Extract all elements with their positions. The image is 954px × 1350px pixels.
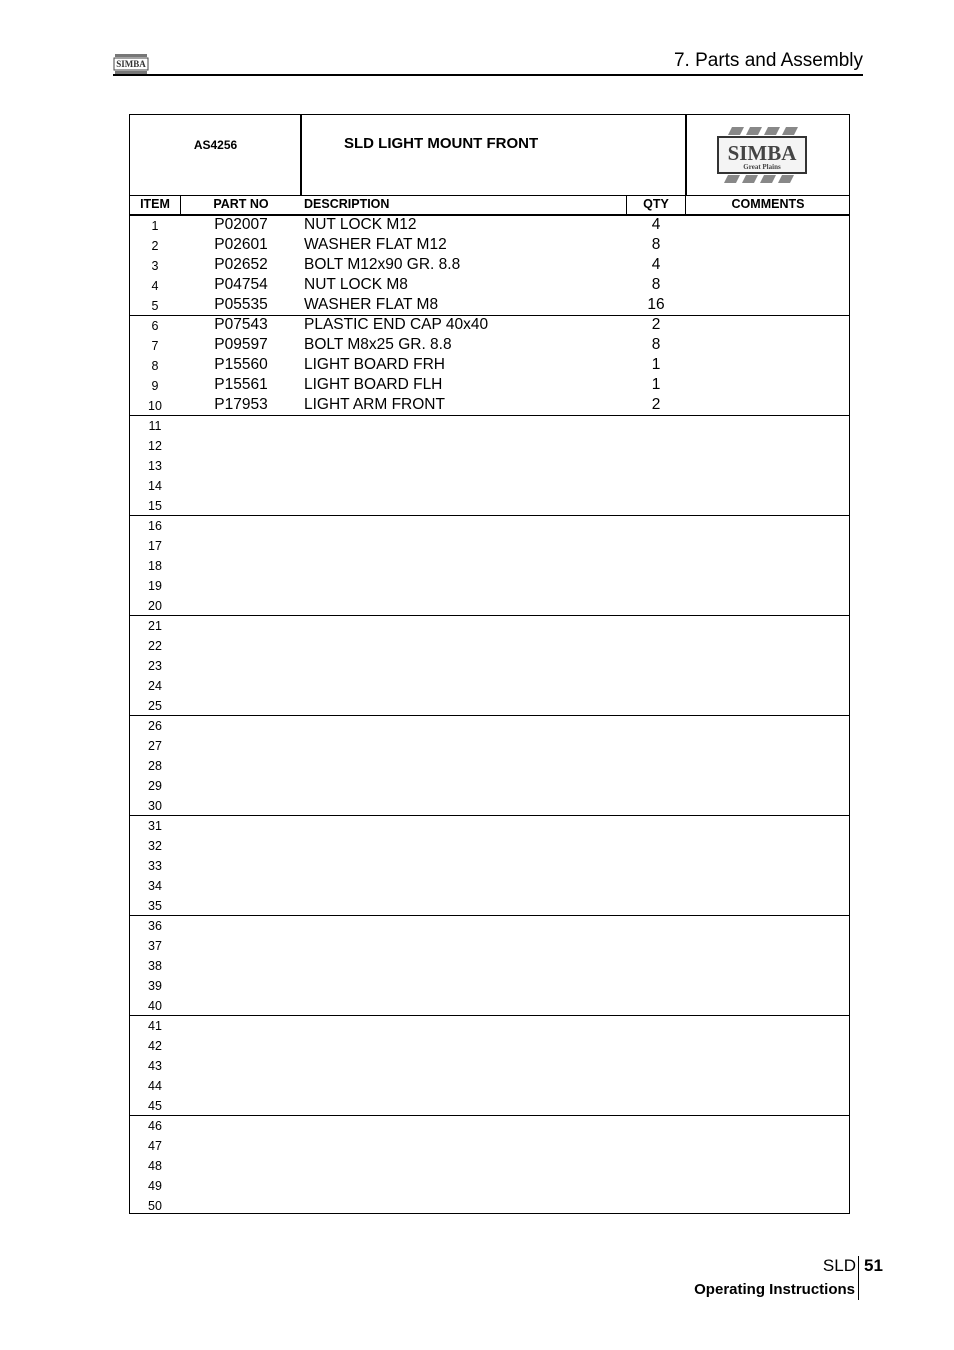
table-row bbox=[130, 295, 849, 315]
part-description: NUT LOCK M8 bbox=[304, 276, 408, 293]
part-description: WASHER FLAT M8 bbox=[304, 296, 439, 313]
table-row bbox=[130, 335, 849, 355]
item-number: 20 bbox=[148, 599, 162, 613]
table-row bbox=[130, 435, 849, 455]
footer-divider bbox=[858, 1256, 859, 1300]
item-number: 2 bbox=[151, 239, 159, 253]
item-number: 24 bbox=[148, 679, 162, 693]
logo-text: SIMBA bbox=[727, 141, 797, 165]
item-number: 48 bbox=[148, 1159, 162, 1173]
table-row bbox=[130, 215, 849, 235]
item-number: 27 bbox=[148, 739, 162, 753]
table-row bbox=[130, 255, 849, 275]
item-number: 50 bbox=[148, 1199, 162, 1213]
table-row bbox=[130, 575, 849, 595]
item-number: 25 bbox=[148, 699, 162, 713]
table-row bbox=[130, 875, 849, 895]
divider bbox=[180, 195, 181, 215]
table-row bbox=[130, 1135, 849, 1155]
part-number: P09597 bbox=[214, 336, 268, 353]
table-row bbox=[130, 315, 849, 335]
table-row bbox=[130, 1055, 849, 1075]
item-number: 38 bbox=[148, 959, 162, 973]
quantity: 16 bbox=[647, 296, 665, 313]
item-number: 1 bbox=[151, 219, 159, 233]
item-number: 31 bbox=[148, 819, 162, 833]
table-row bbox=[130, 495, 849, 515]
table-row bbox=[130, 815, 849, 835]
assembly-number: AS4256 bbox=[193, 138, 238, 152]
part-description: LIGHT BOARD FLH bbox=[304, 376, 443, 393]
table-row bbox=[130, 955, 849, 975]
table-row bbox=[130, 375, 849, 395]
part-description: BOLT M12x90 GR. 8.8 bbox=[304, 256, 461, 273]
table-row bbox=[130, 615, 849, 635]
item-number: 41 bbox=[148, 1019, 162, 1033]
quantity: 4 bbox=[651, 256, 661, 273]
part-number: P02601 bbox=[214, 236, 268, 253]
part-description: LIGHT ARM FRONT bbox=[304, 396, 445, 413]
table-row bbox=[130, 235, 849, 255]
table-row bbox=[130, 1155, 849, 1175]
part-number: P02652 bbox=[214, 256, 268, 273]
quantity: 8 bbox=[651, 336, 661, 353]
part-number: P05535 bbox=[214, 296, 268, 313]
table-row bbox=[130, 455, 849, 475]
part-number: P02007 bbox=[214, 216, 268, 233]
item-number: 42 bbox=[148, 1039, 162, 1053]
item-number: 18 bbox=[148, 559, 162, 573]
table-row bbox=[130, 1115, 849, 1135]
quantity: 1 bbox=[651, 356, 661, 373]
item-number: 36 bbox=[148, 919, 162, 933]
item-number: 26 bbox=[148, 719, 162, 733]
item-number: 8 bbox=[151, 359, 159, 373]
table-row bbox=[130, 735, 849, 755]
table-row bbox=[130, 535, 849, 555]
table-row bbox=[130, 835, 849, 855]
divider bbox=[300, 115, 302, 195]
item-number: 19 bbox=[148, 579, 162, 593]
table-row bbox=[130, 855, 849, 875]
item-number: 47 bbox=[148, 1139, 162, 1153]
part-number: P17953 bbox=[214, 396, 268, 413]
table-row bbox=[130, 715, 849, 735]
part-number: P07543 bbox=[214, 316, 268, 333]
part-number: P04754 bbox=[214, 276, 268, 293]
item-number: 16 bbox=[148, 519, 162, 533]
item-number: 14 bbox=[148, 479, 162, 493]
part-description: PLASTIC END CAP 40x40 bbox=[304, 316, 489, 333]
item-number: 40 bbox=[148, 999, 162, 1013]
item-number: 29 bbox=[148, 779, 162, 793]
item-number: 34 bbox=[148, 879, 162, 893]
page-number: 51 bbox=[864, 1256, 883, 1275]
table-row bbox=[130, 775, 849, 795]
item-number: 6 bbox=[151, 319, 159, 333]
table-row bbox=[130, 1035, 849, 1055]
quantity: 1 bbox=[651, 376, 661, 393]
table-row bbox=[130, 415, 849, 435]
simba-header-logo bbox=[113, 53, 149, 75]
table-row bbox=[130, 695, 849, 715]
table-row bbox=[130, 595, 849, 615]
item-number: 5 bbox=[151, 299, 159, 313]
table-row bbox=[130, 755, 849, 775]
table-row bbox=[130, 555, 849, 575]
item-number: 35 bbox=[148, 899, 162, 913]
item-number: 44 bbox=[148, 1079, 162, 1093]
part-description: WASHER FLAT M12 bbox=[304, 236, 447, 253]
table-row bbox=[130, 275, 849, 295]
item-number: 28 bbox=[148, 759, 162, 773]
column-header-description: DESCRIPTION bbox=[304, 197, 390, 211]
part-description: BOLT M8x25 GR. 8.8 bbox=[304, 336, 452, 353]
column-header-item: ITEM bbox=[140, 197, 170, 211]
table-row bbox=[130, 795, 849, 815]
table-row bbox=[130, 355, 849, 375]
table-row bbox=[130, 1075, 849, 1095]
column-header-part-no: PART NO bbox=[213, 197, 269, 211]
quantity: 8 bbox=[651, 236, 661, 253]
item-number: 43 bbox=[148, 1059, 162, 1073]
part-number: P15561 bbox=[214, 376, 268, 393]
item-number: 33 bbox=[148, 859, 162, 873]
table-row bbox=[130, 675, 849, 695]
quantity: 2 bbox=[651, 316, 661, 333]
table-row bbox=[130, 935, 849, 955]
table-row bbox=[130, 895, 849, 915]
column-header-qty: QTY bbox=[643, 197, 669, 211]
item-number: 11 bbox=[148, 419, 162, 433]
item-number: 22 bbox=[148, 639, 162, 653]
column-header-comments: COMMENTS bbox=[731, 197, 805, 211]
item-number: 32 bbox=[148, 839, 162, 853]
item-number: 37 bbox=[148, 939, 162, 953]
header-rule bbox=[113, 74, 863, 76]
item-number: 12 bbox=[148, 439, 162, 453]
item-number: 15 bbox=[148, 499, 162, 513]
section-title: 7. Parts and Assembly bbox=[673, 50, 863, 71]
part-description: LIGHT BOARD FRH bbox=[304, 356, 445, 373]
table-row bbox=[130, 975, 849, 995]
quantity: 4 bbox=[651, 216, 661, 233]
item-number: 10 bbox=[148, 399, 162, 413]
table-row bbox=[130, 655, 849, 675]
table-row bbox=[130, 515, 849, 535]
table-row bbox=[130, 395, 849, 415]
item-number: 13 bbox=[148, 459, 162, 473]
part-description: NUT LOCK M12 bbox=[304, 216, 417, 233]
table-row bbox=[130, 1175, 849, 1195]
item-number: 45 bbox=[148, 1099, 162, 1113]
part-number: P15560 bbox=[214, 356, 268, 373]
table-row bbox=[130, 635, 849, 655]
item-number: 17 bbox=[148, 539, 162, 553]
item-number: 49 bbox=[148, 1179, 162, 1193]
table-row bbox=[130, 1095, 849, 1115]
table-row bbox=[130, 915, 849, 935]
item-number: 9 bbox=[151, 379, 159, 393]
item-number: 46 bbox=[148, 1119, 162, 1133]
quantity: 2 bbox=[651, 396, 661, 413]
divider bbox=[685, 115, 687, 195]
quantity: 8 bbox=[651, 276, 661, 293]
parts-list-table bbox=[129, 114, 850, 1214]
item-number: 23 bbox=[148, 659, 162, 673]
logo-subtext: Great Plains bbox=[743, 163, 781, 171]
table-row bbox=[130, 475, 849, 495]
table-row bbox=[130, 1195, 849, 1215]
item-number: 7 bbox=[151, 339, 159, 353]
header-logo-text: SIMBA bbox=[116, 59, 146, 69]
item-number: 39 bbox=[148, 979, 162, 993]
item-number: 21 bbox=[148, 619, 162, 633]
table-row bbox=[130, 1015, 849, 1035]
item-number: 4 bbox=[151, 279, 159, 293]
divider bbox=[130, 195, 849, 196]
table-row bbox=[130, 995, 849, 1015]
footer-product: SLD bbox=[822, 1256, 856, 1275]
item-number: 3 bbox=[151, 259, 159, 273]
assembly-title: SLD LIGHT MOUNT FRONT bbox=[344, 135, 539, 152]
item-number: 30 bbox=[148, 799, 162, 813]
document-type: Operating Instructions bbox=[694, 1281, 855, 1298]
simba-logo bbox=[716, 127, 808, 185]
